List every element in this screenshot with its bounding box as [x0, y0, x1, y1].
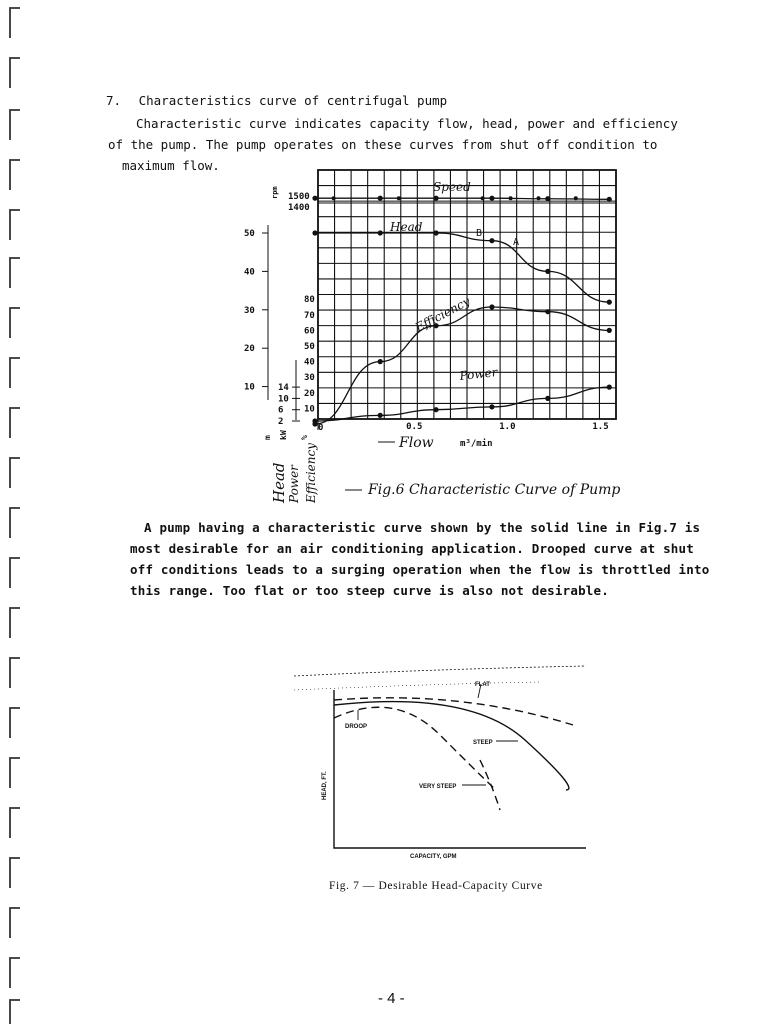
- fig6-caption: Fig.6 Characteristic Curve of Pump: [368, 482, 621, 498]
- x-tick-label: 0.5: [406, 422, 423, 432]
- intro-line: of the pump. The pump operates on these curves from shut off condition to: [108, 137, 658, 152]
- head-label: Head: [390, 220, 423, 234]
- point-a-label: A: [513, 237, 520, 248]
- axis-unit: m: [263, 435, 272, 440]
- efficiency-tick-label: 40: [304, 357, 315, 368]
- body-line: off conditions leads to a surging operation when the flow is throttled into: [130, 562, 710, 577]
- fig7-x-label: CAPACITY, GPM: [410, 854, 457, 860]
- fig7-top-dots: [294, 666, 586, 676]
- efficiency-tick-label: 30: [304, 373, 315, 384]
- intro-line: maximum flow.: [122, 158, 220, 173]
- fig7-caption: Fig. 7 — Desirable Head-Capacity Curve: [329, 880, 543, 892]
- axis-name: Head: [270, 462, 288, 503]
- efficiency-tick-label: 20: [304, 388, 315, 399]
- body-line: this range. Too flat or too steep curve is also not desirable.: [130, 583, 609, 598]
- x-tick-label: 1.5: [592, 422, 609, 432]
- efficiency-tick-label: 10: [304, 404, 315, 415]
- power-label: Power: [458, 365, 499, 383]
- x-axis-label: Flow: [399, 435, 434, 451]
- x-tick-label: 1.0: [499, 422, 516, 432]
- body-line: most desirable for an air conditioning application. Drooped curve at shut: [130, 541, 694, 556]
- head-tick-label: 50: [244, 229, 255, 239]
- fig7-top-dots: [294, 682, 540, 690]
- section-number: 7.: [106, 93, 122, 108]
- efficiency-tick-label: 60: [304, 326, 315, 337]
- very-steep-label: VERY STEEP: [419, 784, 457, 790]
- body-line: A pump having a characteristic curve shown by the solid line in Fig.7 is: [144, 520, 701, 535]
- axis-name: Power: [287, 465, 301, 503]
- speed-unit: rpm: [271, 186, 279, 199]
- fig7-axes: [334, 690, 586, 848]
- power-tick-label: 14: [278, 383, 289, 394]
- axis-unit: kW: [279, 430, 288, 440]
- point-b-label: B: [476, 228, 483, 239]
- axis-name: Efficiency: [304, 443, 318, 503]
- speed-tick-label: 1500: [288, 192, 310, 202]
- x-axis-unit: m³/min: [460, 439, 493, 449]
- droop-label: DROOP: [345, 724, 368, 730]
- speed-tick-label: 1400: [288, 203, 310, 213]
- fig7-y-label: HEAD, FT.: [322, 771, 328, 800]
- efficiency-label: Efficiency: [412, 294, 473, 335]
- speed-label: Speed: [433, 180, 471, 194]
- power-tick-label: 10: [278, 394, 289, 405]
- efficiency-tick-label: 70: [304, 310, 315, 321]
- power-tick-label: 2: [278, 417, 284, 427]
- steep-label: STEEP: [473, 740, 493, 746]
- axis-unit: %: [300, 435, 309, 440]
- flat-label: FLAT: [475, 682, 490, 688]
- efficiency-tick-label: 50: [304, 342, 315, 352]
- head-tick-label: 40: [244, 267, 255, 278]
- head-tick-label: 10: [244, 382, 255, 393]
- head-tick-label: 20: [244, 344, 255, 355]
- section-title: Characteristics curve of centrifugal pump: [138, 93, 448, 108]
- efficiency-tick-label: 80: [304, 295, 315, 306]
- intro-line: Characteristic curve indicates capacity flow, head, power and efficiency: [136, 116, 678, 131]
- x-tick-label: 0: [318, 423, 324, 433]
- head-tick-label: 30: [244, 305, 255, 316]
- page-number: - 4 -: [378, 990, 405, 1007]
- power-tick-label: 6: [278, 405, 284, 416]
